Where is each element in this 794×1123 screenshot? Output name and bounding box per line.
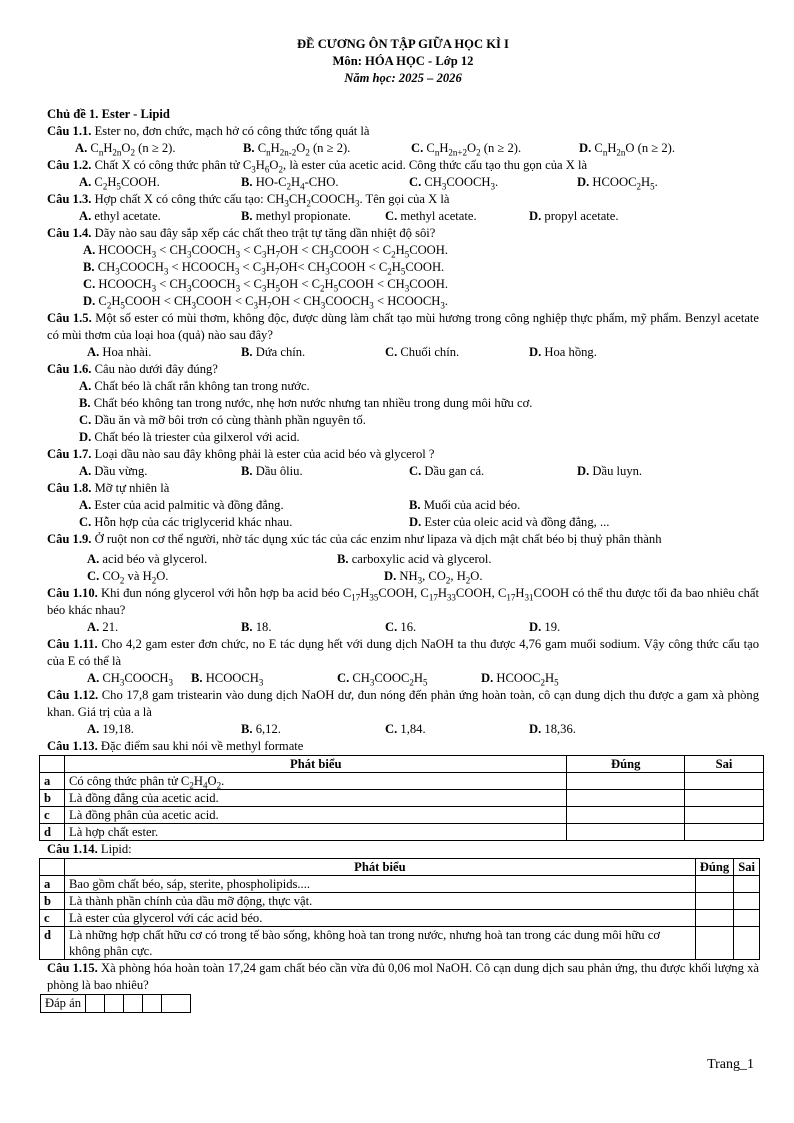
question-1-13: Câu 1.13. Đặc điểm sau khi nói về methyl formate (47, 739, 304, 753)
options-1-11 (47, 670, 759, 687)
true-cell[interactable] (567, 773, 685, 790)
option-b: B. carboxylic acid và glycerol. (337, 552, 492, 566)
true-cell[interactable] (567, 807, 685, 824)
option-d: D. Dầu luyn. (577, 464, 643, 478)
option-b: B. $HCOOCH_3$ (191, 671, 264, 688)
false-cell[interactable] (734, 876, 760, 893)
option-d: D. $C_nH_{2n}O$ (n ≥ 2). (579, 141, 676, 158)
option-a: A. Dầu vừng. (79, 464, 148, 478)
option-c: C. Chuối chín. (385, 345, 460, 359)
false-cell[interactable] (734, 910, 760, 927)
option-c: C. $CO_2$ và $H_2O$. (87, 569, 169, 586)
option-c: C. $CH_3COOCH_3$. (409, 175, 499, 192)
options-1-4 (47, 242, 759, 310)
option-b: B. methyl propionate. (241, 209, 351, 223)
header-statement: Phát biểu (65, 859, 696, 876)
row-letter: c (40, 910, 65, 927)
header-statement: Phát biểu (65, 756, 567, 773)
option-a: A. ethyl acetate. (79, 209, 161, 223)
option-b: B. Dứa chín. (241, 345, 306, 359)
option-b: B. 6,12. (241, 722, 281, 736)
row-letter: d (40, 927, 65, 960)
row-letter: c (40, 807, 65, 824)
option-d: D. $C_2H_5COOH$ < $CH_3COOH < C_3H_7OH$ < $CH_3COOCH_3$ < $HCOOCH_3$. (83, 294, 449, 311)
option-d: D. Hoa hồng. (529, 345, 597, 359)
option-a: A. $C_2H_5COOH$. (79, 175, 160, 192)
statement-cell: Là những hợp chất hữu cơ có trong tế bào sống, không hoà tan trong nước, nhưng hoà tan trong các dung môi hữu cơ không phân cực. (65, 927, 696, 960)
true-cell[interactable] (567, 824, 685, 841)
options-1-5 (47, 344, 759, 361)
true-cell[interactable] (695, 910, 733, 927)
options-1-1 (47, 140, 759, 157)
option-c: C. $HCOOCH_3$ < $CH_3COOCH_3 < C_3H_5OH$ < $C_2H_5COOH$ < $CH_3COOH$. (83, 277, 449, 294)
page-number: Trang_1 (707, 1057, 754, 1072)
header-true: Đúng (567, 756, 685, 773)
table-row (40, 807, 764, 824)
answer-box-2[interactable] (105, 995, 124, 1013)
header-blank (40, 756, 65, 773)
option-b: B. 18. (241, 620, 272, 634)
statement-cell: Bao gồm chất béo, sáp, sterite, phospholipids.... (65, 876, 696, 893)
true-cell[interactable] (695, 876, 733, 893)
options-1-9a (47, 551, 759, 568)
options-1-6 (47, 378, 759, 446)
option-d: D. $HCOOC_2H_5$ (481, 671, 559, 688)
header-blank (40, 859, 65, 876)
table-row (40, 893, 760, 910)
table-header-row (40, 756, 764, 773)
option-c: C. $CH_3COOC_2H_5$ (337, 671, 428, 688)
options-1-3 (47, 208, 759, 225)
false-cell[interactable] (734, 927, 760, 960)
option-c: C. Hỗn hợp của các triglycerid khác nhau. (79, 515, 293, 529)
true-cell[interactable] (695, 893, 733, 910)
options-1-8a (47, 497, 759, 514)
question-1-15: Câu 1.15. Xà phòng hóa hoàn toàn 17,24 gam chất béo cần vừa đủ 0,06 mol NaOH. Cô cạn dung dịch sau phản ứng, thu được khối lượng xà phòng là bao nhiêu? (47, 961, 760, 992)
header-true: Đúng (695, 859, 733, 876)
option-a: A. $HCOOCH_3$ < $CH_3COOCH_3 < C_3H_7OH$ < $CH_3COOH$ < $C_2H_5COOH$. (83, 243, 449, 260)
school-year: Năm học: 2025 – 2026 (344, 71, 462, 85)
question-1-11: Câu 1.11. Cho 4,2 gam ester đơn chức, no E tác dụng hết với dung dịch NaOH ta thu được 4,76 gam muối sodium. Vậy công thức cấu tạo của E có thể là (47, 637, 759, 668)
option-b: B. Muối của acid béo. (409, 498, 521, 512)
answer-box-1[interactable] (86, 995, 105, 1013)
answer-box-4[interactable] (143, 995, 162, 1013)
option-b: B. $CH_3COOCH_3$ < $HCOOCH_3 < C_3H_7OH<$ $CH_3COOH$ < $C_2H_5COOH$. (83, 260, 445, 277)
statement-cell: Là thành phần chính của dầu mỡ động, thực vật. (65, 893, 696, 910)
question-1-9: Câu 1.9. Ở ruột non cơ thể người, nhờ tác dụng xúc tác của các enzim như lipaza và dịch mật chất béo bị thuỷ phân thành (47, 532, 662, 546)
options-1-10 (47, 619, 759, 636)
options-1-12 (47, 721, 759, 738)
table-row (40, 790, 764, 807)
topic-heading: Chủ đề 1. Ester - Lipid (47, 107, 170, 121)
option-a: A. acid béo và glycerol. (87, 552, 208, 566)
option-d: D. Ester của oleic acid và đồng đẳng, ... (409, 515, 610, 529)
statement-cell: Có công thức phân tử $C_2H_4O_2$. (65, 773, 567, 790)
option-b: B. $HO-C_2H_4$-CHO. (241, 175, 339, 192)
question-1-10: Câu 1.10. Khi đun nóng glycerol với hỗn hợp ba acid béo $C_{17}H_{35}COOH$, $C_{17}H_{33}COOH$, $C_{17}H_{31}COOH$ có thể thu được tối đa bao nhiêu chất béo khác nhau? (47, 586, 759, 617)
header-false: Sai (685, 756, 764, 773)
answer-grid (40, 994, 191, 1013)
option-c: C. Dầu ăn và mỡ bôi trơn có cùng thành phần nguyên tố. (79, 413, 366, 427)
true-false-table-1-13 (39, 755, 764, 841)
option-c: C. $C_nH_{2n+2}O_2$ (n ≥ 2). (411, 141, 522, 158)
table-row (40, 824, 764, 841)
options-1-9b (47, 568, 759, 585)
option-d: D. 19. (529, 620, 561, 634)
question-1-12: Câu 1.12. Cho 17,8 gam tristearin vào dung dịch NaOH dư, đun nóng đến phản ứng hoàn toàn, cô cạn dung dịch thu được a gam xà phòng khan. Giá trị của a là (47, 688, 760, 719)
answer-label: Đáp án (41, 995, 86, 1013)
false-cell[interactable] (685, 824, 764, 841)
answer-box-5[interactable] (162, 995, 191, 1013)
table-row (40, 773, 764, 790)
statement-cell: Là ester của glycerol với các acid béo. (65, 910, 696, 927)
row-letter: d (40, 824, 65, 841)
options-1-8b (47, 514, 759, 531)
row-letter: a (40, 876, 65, 893)
subject-line: Môn: HÓA HỌC - Lớp 12 (332, 54, 474, 68)
false-cell[interactable] (685, 807, 764, 824)
true-cell[interactable] (695, 927, 733, 960)
answer-box-3[interactable] (124, 995, 143, 1013)
option-d: D. propyl acetate. (529, 209, 619, 223)
option-d: D. $NH_3$, $CO_2$, $H_2O$. (384, 569, 483, 586)
options-1-2 (47, 174, 759, 191)
option-d: D. 18,36. (529, 722, 576, 736)
question-1-7: Câu 1.7. Loại dầu nào sau đây không phải là ester của acid béo và glycerol ? (47, 447, 435, 461)
option-c: C. Dầu gan cá. (409, 464, 485, 478)
question-1-5: Câu 1.5. Một số ester có mùi thơm, không độc, được dùng làm chất tạo mùi hương trong công nghiệp thực phẩm, mỹ phẩm. Benzyl acetate có mùi thơm của loại hoa (quả) nào sau đây? (47, 311, 760, 342)
question-1-6: Câu 1.6. Câu nào dưới đây đúng? (47, 362, 218, 376)
question-1-14: Câu 1.14. Lipid: (47, 842, 132, 856)
option-a: A. 19,18. (87, 722, 134, 736)
option-a: A. 21. (87, 620, 119, 634)
question-1-2: Câu 1.2. Chất X có công thức phân tử $C_3H_6O_2$, là ester của acetic acid. Công thức cấu tạo thu gọn của X là (47, 158, 588, 175)
row-letter: b (40, 790, 65, 807)
row-letter: a (40, 773, 65, 790)
true-cell[interactable] (567, 790, 685, 807)
false-cell[interactable] (685, 773, 764, 790)
option-a: A. Chất béo là chất rắn không tan trong nước. (79, 379, 310, 393)
table-row (40, 910, 760, 927)
option-b: B. $C_nH_{2n-2}O_2$ (n ≥ 2). (243, 141, 351, 158)
option-d: D. $HCOOC_2H_5$. (577, 175, 658, 192)
header-false: Sai (734, 859, 760, 876)
option-c: C. 1,84. (385, 722, 426, 736)
document-title: ĐỀ CƯƠNG ÔN TẬP GIỮA HỌC KÌ I (297, 37, 509, 51)
false-cell[interactable] (734, 893, 760, 910)
document-page (44, 36, 760, 1013)
table-row (40, 876, 760, 893)
true-false-table-1-14 (39, 858, 760, 960)
table-header-row (40, 859, 760, 876)
options-1-7 (47, 463, 759, 480)
row-letter: b (40, 893, 65, 910)
option-a: A. Ester của acid palmitic và đồng đẳng. (79, 498, 284, 512)
statement-cell: Là hợp chất ester. (65, 824, 567, 841)
statement-cell: Là đồng phân của acetic acid. (65, 807, 567, 824)
question-1-4: Câu 1.4. Dãy nào sau đây sắp xếp các chất theo trật tự tăng dần nhiệt độ sôi? (47, 226, 436, 240)
option-a: A. $C_nH_{2n}O_2$ (n ≥ 2). (75, 141, 176, 158)
question-1-3: Câu 1.3. Hợp chất X có công thức cấu tạo: $CH_3CH_2COOCH_3$. Tên gọi của X là (47, 192, 450, 209)
option-a: A. $CH_3COOCH_3$ (87, 671, 173, 688)
option-d: D. Chất béo là triester của gilxerol với acid. (79, 430, 300, 444)
question-1-8: Câu 1.8. Mỡ tự nhiên là (47, 481, 170, 495)
false-cell[interactable] (685, 790, 764, 807)
option-a: A. Hoa nhài. (87, 345, 152, 359)
option-c: C. 16. (385, 620, 417, 634)
option-b: B. Dầu ôliu. (241, 464, 303, 478)
option-b: B. Chất béo không tan trong nước, nhẹ hơn nước nhưng tan nhiều trong dung môi hữu cơ. (79, 396, 533, 410)
question-1-1: Câu 1.1. Ester no, đơn chức, mạch hở có công thức tổng quát là (47, 124, 370, 138)
table-row (40, 927, 760, 960)
statement-cell: Là đồng đẳng của acetic acid. (65, 790, 567, 807)
option-c: C. methyl acetate. (385, 209, 477, 223)
